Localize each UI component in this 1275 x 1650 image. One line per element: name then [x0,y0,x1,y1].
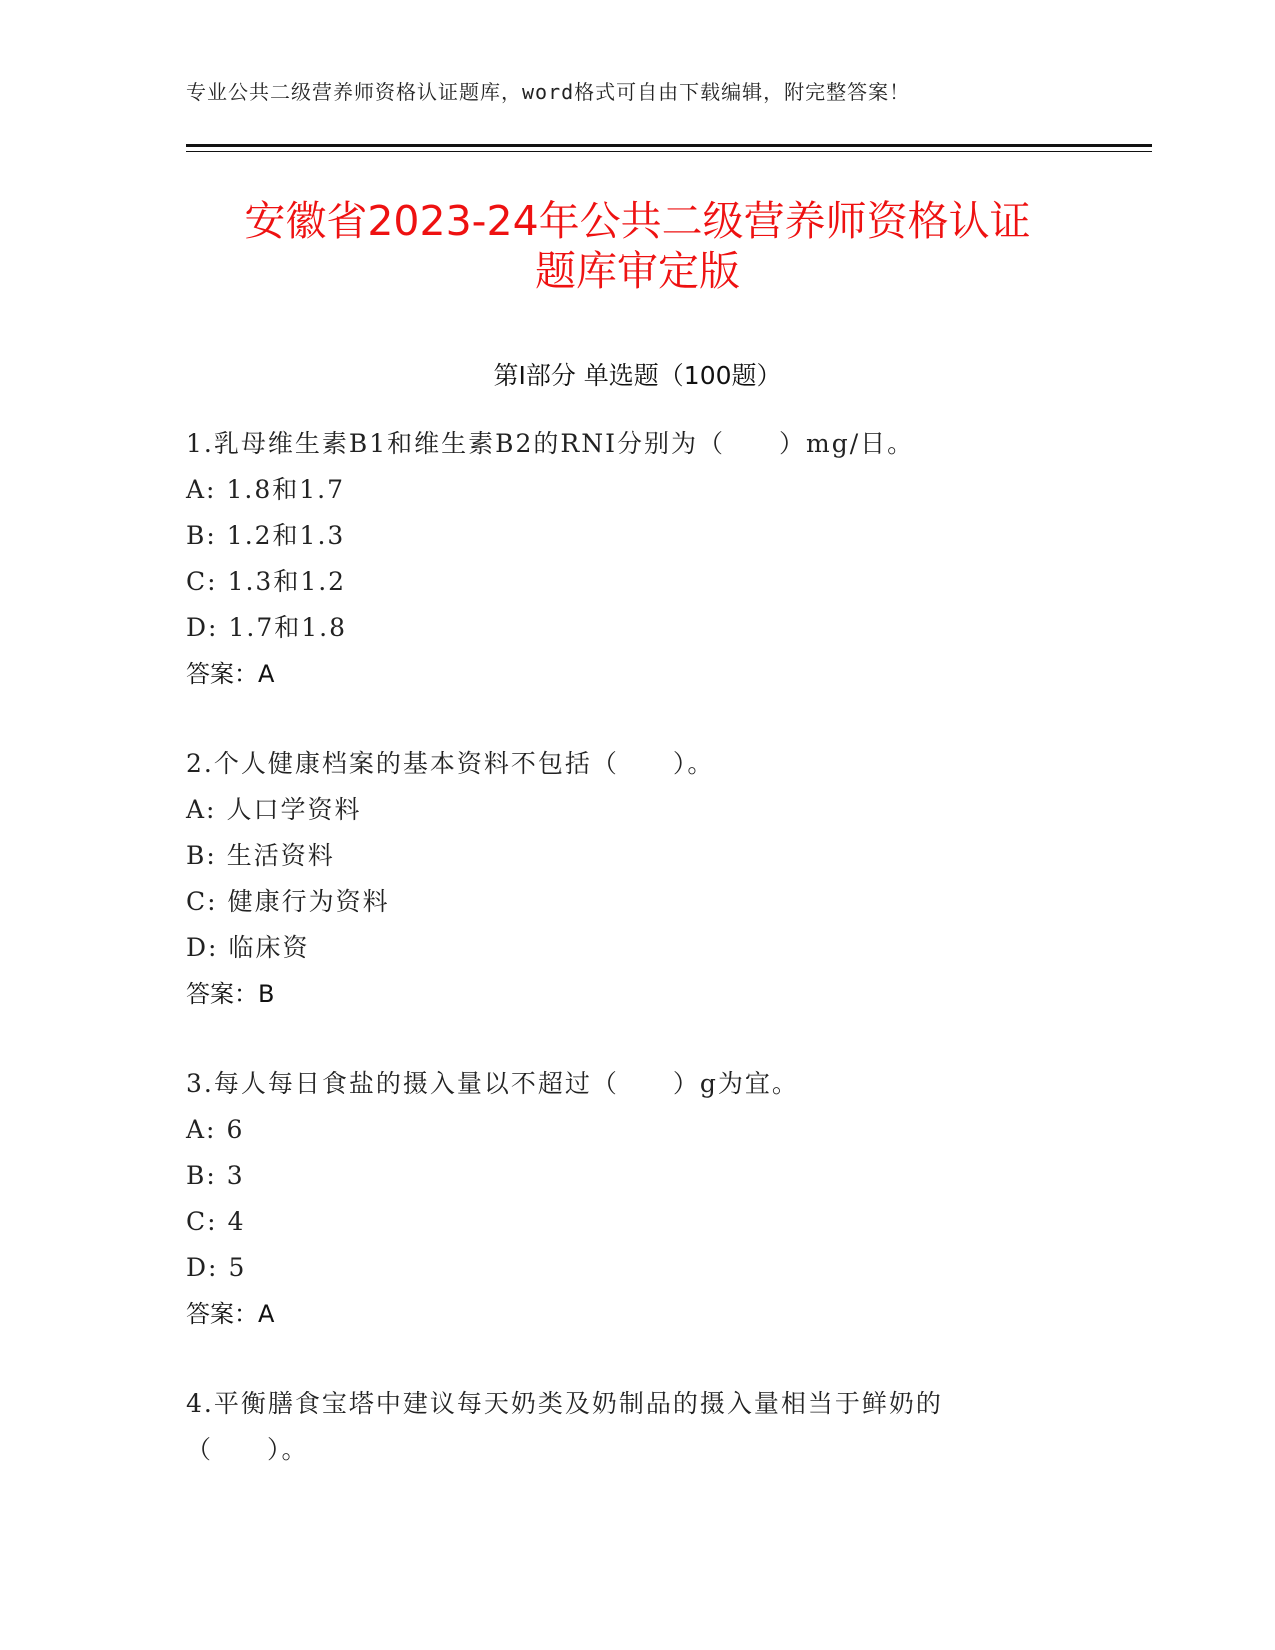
option-c [186,559,1086,605]
option-text: 生活资料 [226,841,335,870]
answer-line: 答案：A [186,660,275,688]
option-text: 1.8和1.7 [226,475,346,504]
option-key: C: [186,1207,218,1236]
option-key: D: [186,613,219,642]
header-rule-thick [186,144,1152,147]
section-title: 第Ⅰ部分 单选题（100题） [493,361,782,390]
option-b [186,833,1086,879]
document-title [150,196,1125,296]
question-block-1 [186,421,1086,697]
answer-line: 答案：A [186,1300,275,1328]
option-c [186,1199,1086,1245]
title-line-2: 题库审定版 [535,247,740,295]
question-text: 1.乳母维生素B1和维生素B2的RNI分别为（ ）mg/日。 [186,429,915,458]
option-key: B: [186,841,217,870]
option-b [186,1153,1086,1199]
option-a [186,787,1086,833]
option-key: B: [186,521,217,550]
option-key: A: [186,1115,217,1144]
question-text: 4.平衡膳食宝塔中建议每天奶类及奶制品的摄入量相当于鲜奶的（ ）。 [186,1389,943,1464]
header-note: 专业公共二级营养师资格认证题库，word格式可自由下载编辑，附完整答案！ [186,80,911,104]
option-b [186,513,1086,559]
option-text: 1.7和1.8 [228,613,347,642]
option-text: 1.3和1.2 [227,567,347,596]
option-text: 4 [227,1207,246,1236]
question-block-2 [186,741,1086,1017]
question-text: 3.每人每日食盐的摄入量以不超过（ ）g为宜。 [186,1069,799,1098]
option-text: 3 [226,1161,245,1190]
option-text: 5 [228,1253,247,1282]
option-key: B: [186,1161,217,1190]
option-key: A: [186,475,217,504]
option-text: 6 [226,1115,245,1144]
option-d [186,605,1086,651]
option-key: A: [186,795,217,824]
option-key: D: [186,1253,219,1282]
option-d [186,925,1086,971]
option-key: C: [186,887,218,916]
answer-line: 答案：B [186,980,275,1008]
option-key: D: [186,933,219,962]
question-block-4 [186,1381,1086,1473]
option-text: 健康行为资料 [227,887,390,916]
option-key: C: [186,567,218,596]
option-a [186,1107,1086,1153]
option-text: 临床资 [228,933,310,962]
title-line-1: 安徽省2023-24年公共二级营养师资格认证 [244,197,1031,245]
header-rule-thin [186,151,1152,152]
question-text: 2.个人健康档案的基本资料不包括（ ）。 [186,749,715,778]
option-d [186,1245,1086,1291]
option-text: 1.2和1.3 [226,521,346,550]
question-block-3 [186,1061,1086,1337]
option-c [186,879,1086,925]
option-a [186,467,1086,513]
option-text: 人口学资料 [226,795,362,824]
